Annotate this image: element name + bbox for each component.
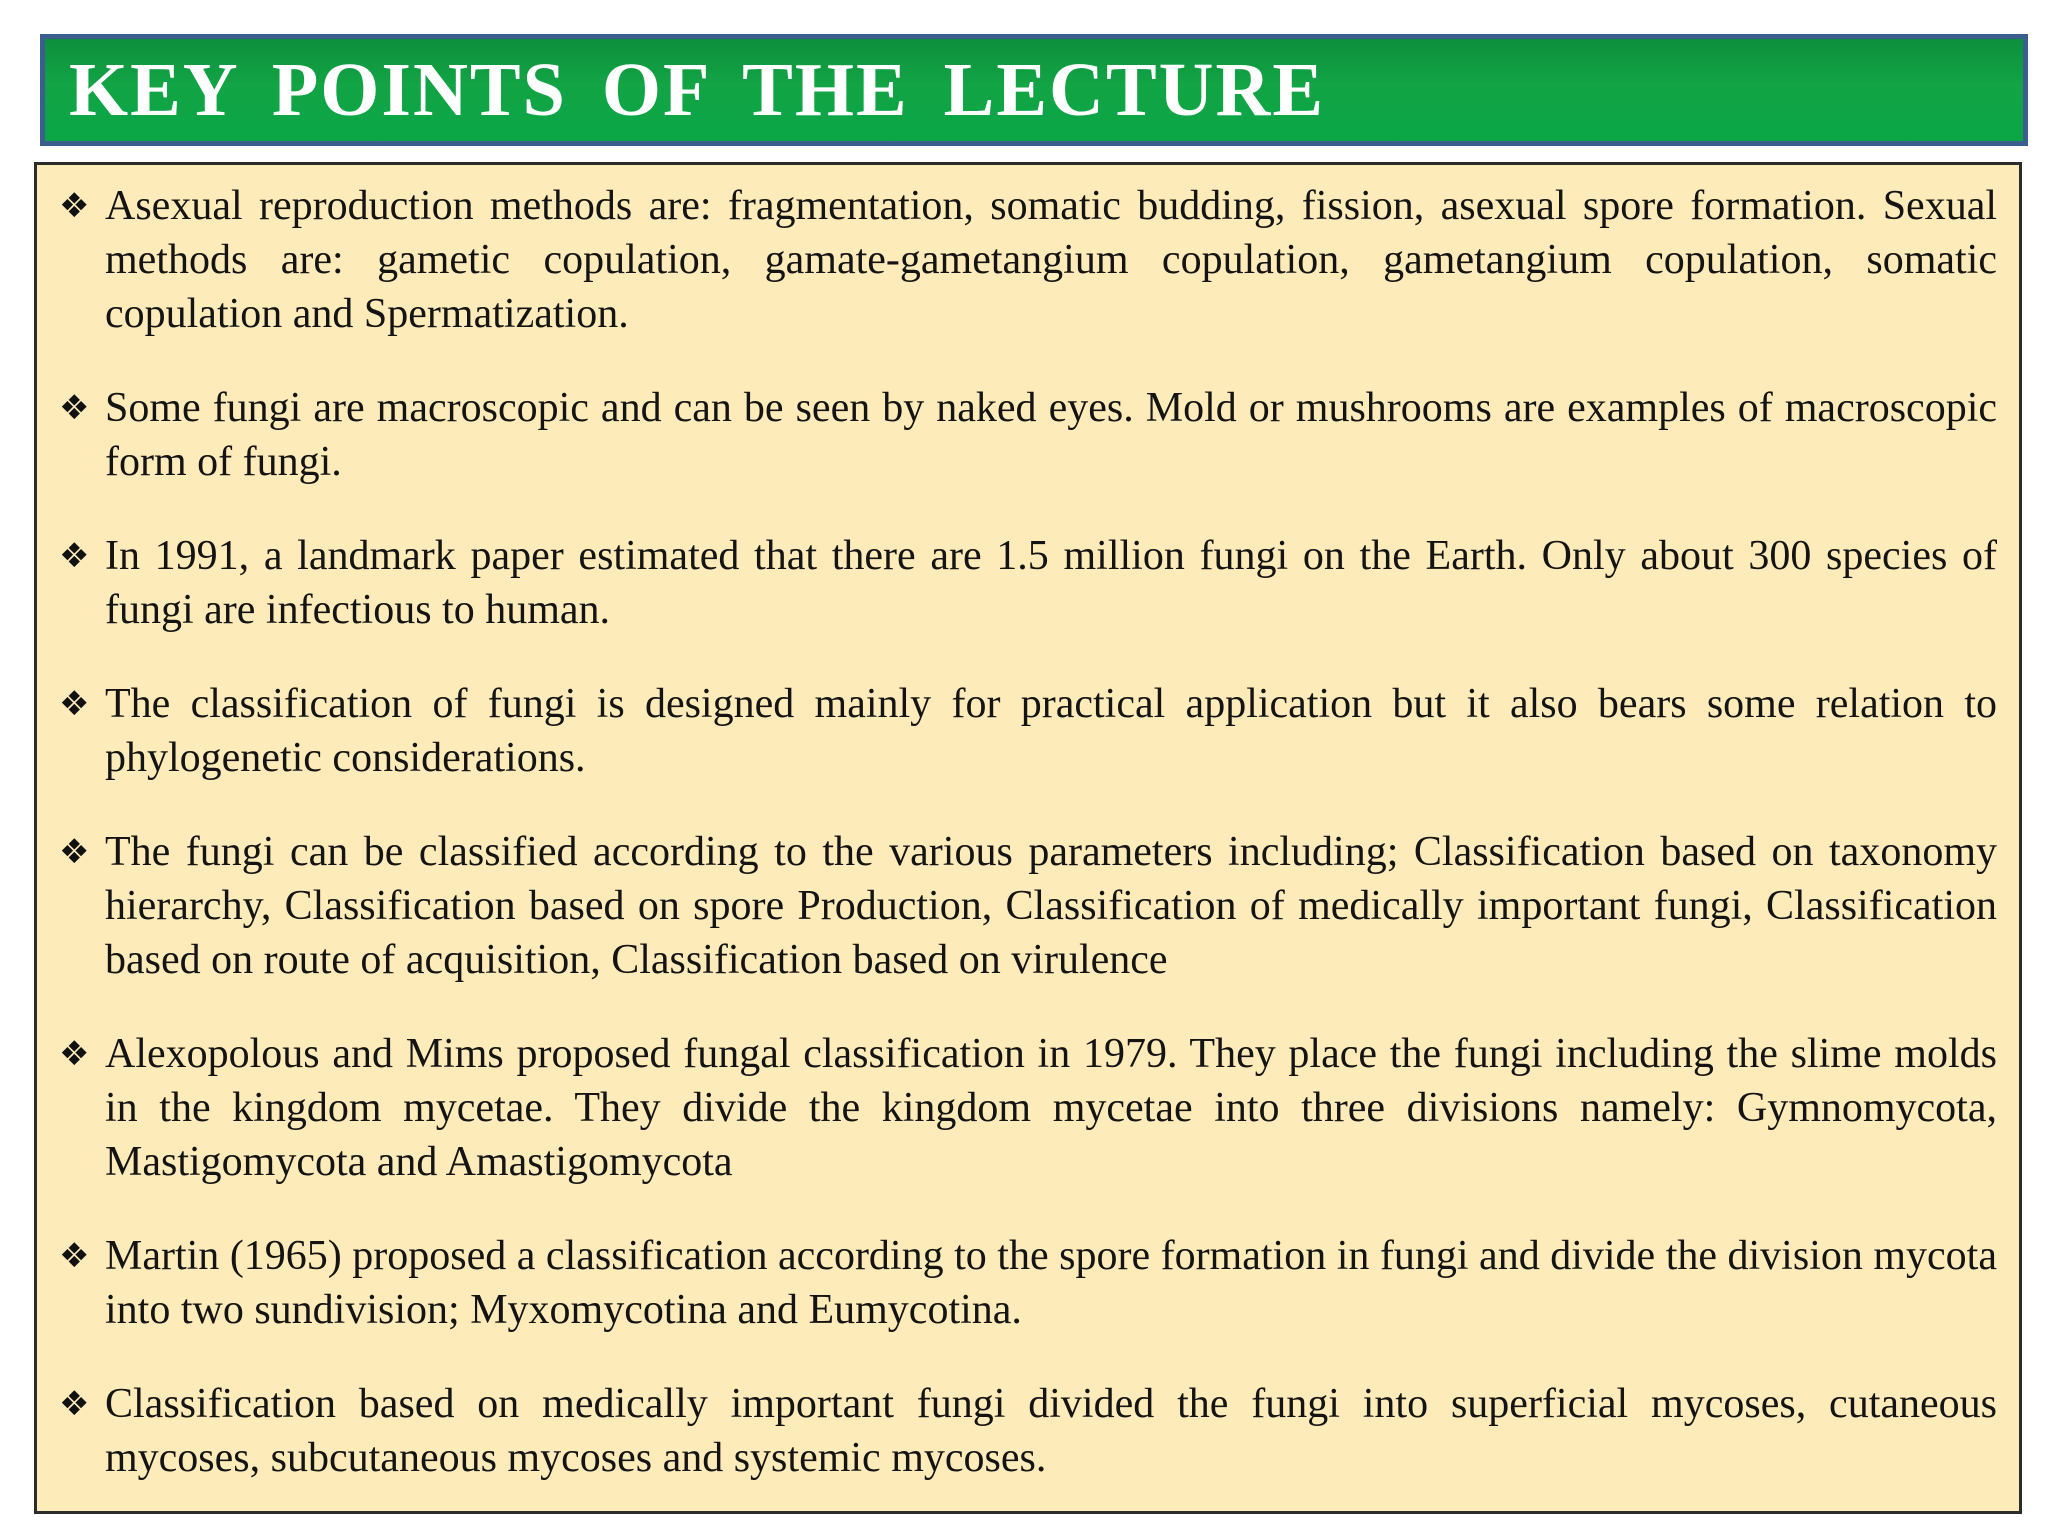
title-banner [40, 34, 2028, 146]
key-point [59, 529, 1997, 637]
key-point-text: The classification of fungi is designed mainly for practical application but it also bears some relation to phylogenetic considerations. [105, 681, 1997, 781]
key-point-text: Martin (1965) proposed a classification according to the spore formation in fungi and divide the division mycota into two sundivision; Myxomycotina and Eumycotina. [105, 1233, 1997, 1333]
diamond-bullet-icon: ❖ [59, 1384, 90, 1424]
key-point-text: Some fungi are macroscopic and can be seen by naked eyes. Mold or mushrooms are examples of macroscopic form of fungi. [105, 385, 1997, 485]
key-points-panel [34, 162, 2022, 1514]
key-point [59, 677, 1997, 785]
diamond-bullet-icon: ❖ [59, 186, 90, 226]
diamond-bullet-icon: ❖ [59, 1236, 90, 1276]
diamond-bullet-icon: ❖ [59, 388, 90, 428]
key-point [59, 381, 1997, 489]
key-point-text: The fungi can be classified according to the various parameters including; Classification based on taxonomy hierarchy, Classification based on spore Production, Classification of medically important fungi, Classification based on route of acquisition, Classification based on virulence [105, 829, 1997, 983]
key-point-text: Asexual reproduction methods are: fragmentation, somatic budding, fission, asexual spore formation. Sexual methods are: gametic copulation, gamate-gametangium copulation, gametangium copulation, somatic copulation and Spermatization. [105, 183, 1997, 337]
slide-title: KEY POINTS OF THE LECTURE [69, 48, 1326, 132]
diamond-bullet-icon: ❖ [59, 684, 90, 724]
diamond-bullet-icon: ❖ [59, 1034, 90, 1074]
key-point-text: In 1991, a landmark paper estimated that there are 1.5 million fungi on the Earth. Only about 300 species of fungi are infectious to human. [105, 533, 1997, 633]
key-point [59, 1027, 1997, 1189]
key-point-text: Classification based on medically important fungi divided the fungi into superficial mycoses, cutaneous mycoses, subcutaneous mycoses and systemic mycoses. [105, 1381, 1997, 1481]
key-point-text: Alexopolous and Mims proposed fungal classification in 1979. They place the fungi including the slime molds in the kingdom mycetae. They divide the kingdom mycetae into three divisions namely: Gymnomycota, Mastigomycota and Amastigomycota [105, 1031, 1997, 1185]
key-point [59, 179, 1997, 341]
diamond-bullet-icon: ❖ [59, 832, 90, 872]
key-point [59, 1229, 1997, 1337]
diamond-bullet-icon: ❖ [59, 536, 90, 576]
key-point [59, 1377, 1997, 1485]
key-point [59, 825, 1997, 987]
